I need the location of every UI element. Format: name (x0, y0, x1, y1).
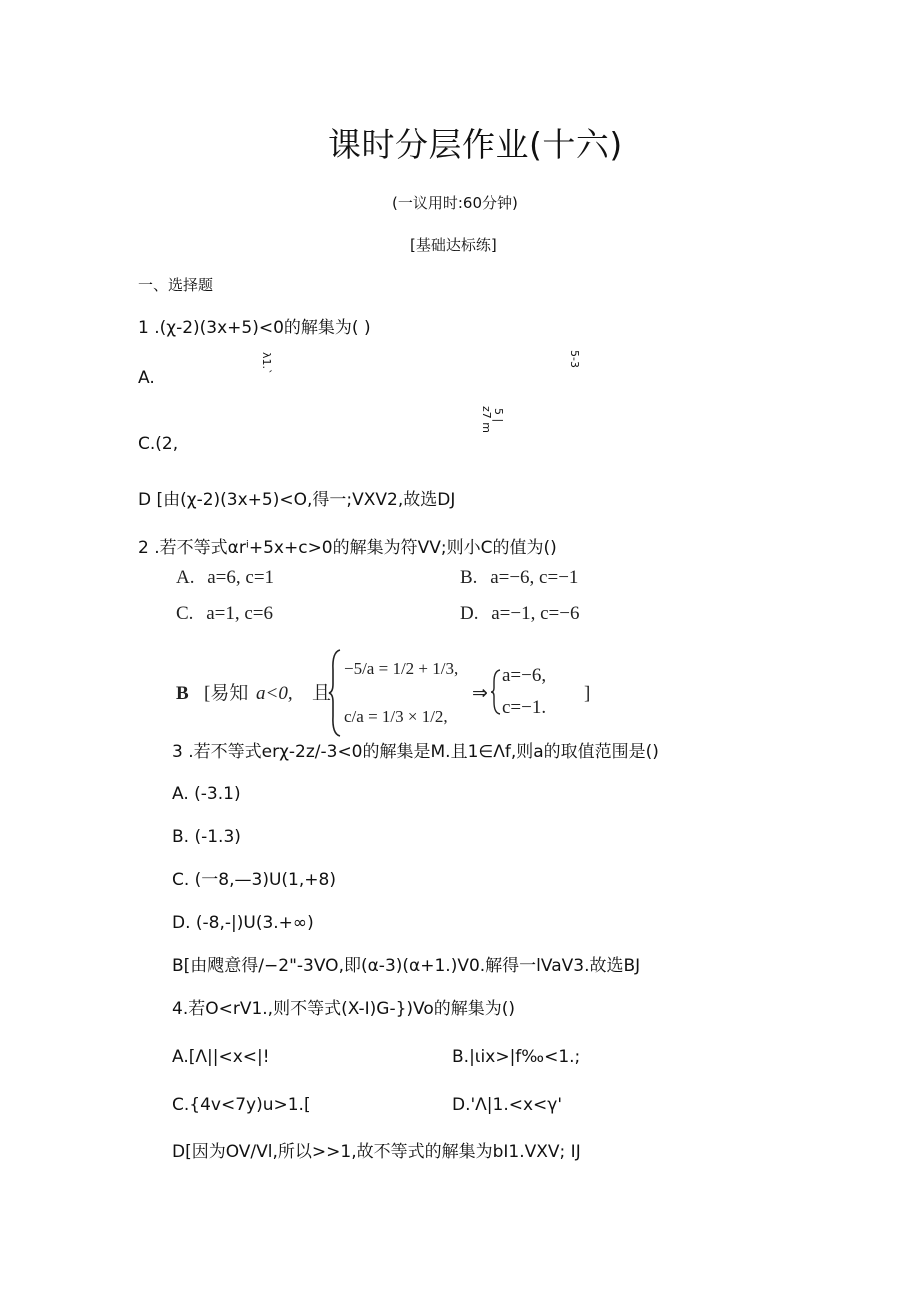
time-note: (一议用时:60分钟) (392, 194, 518, 212)
q2-stem: 2 .若不等式αrⁱ+5x+c>0的解集为符VV;则小C的值为() (138, 538, 557, 558)
q1-fragment-2: 5-3 (568, 350, 581, 368)
q2-option-d-value: a=−1, c=−6 (491, 603, 580, 624)
q1-fragment-3: 5 | (492, 408, 505, 423)
q2-right-brace (490, 668, 502, 716)
q3-stem: 3 .若不等式erχ-2z/-3<0的解集是M.且1∈Λf,则a的取值范围是() (172, 742, 659, 762)
q2-answer-cond: a<0, (256, 683, 293, 704)
section-label: [基础达标练] (410, 236, 497, 254)
q2-result-2: c=−1. (502, 697, 547, 718)
q2-close-bracket: ] (584, 683, 591, 704)
q4-option-d: D.'Λ|1.<x<γ' (452, 1095, 563, 1115)
q3-option-c: C. (一8,—3)U(1,+8) (172, 870, 336, 890)
q2-option-c-value: a=1, c=6 (206, 603, 273, 624)
q2-option-b-label: B. (460, 567, 478, 588)
q3-answer: B[由飕意得/−2"-3VO,即(α-3)(α+1.)V0.解得一lVaV3.故选BJ (172, 956, 641, 976)
q2-option-c (176, 604, 273, 623)
q2-implies: ⇒ (472, 683, 488, 704)
q2-option-c-label: C. (176, 603, 194, 624)
q3-option-a: A. (-3.1) (172, 784, 241, 804)
q2-option-a-value: a=6, c=1 (207, 567, 275, 588)
q2-left-brace-path (329, 650, 340, 736)
q1-option-c: C.(2, (138, 434, 179, 454)
q2-option-a (176, 568, 274, 587)
q2-option-a-label: A. (176, 567, 195, 588)
q4-option-c: C.{4v<7y)u>1.[ (172, 1095, 311, 1115)
q2-answer-prefix: [易知 (204, 683, 249, 704)
q2-right-brace-path (491, 670, 500, 714)
q2-option-d (460, 604, 579, 623)
q2-system-eq1: −5/a = 1/2 + 1/3, (344, 659, 459, 678)
q2-answer-and: 且 (312, 683, 332, 704)
q2-option-d-label: D. (460, 603, 479, 624)
q3-option-d: D. (-8,-|)U(3.+∞) (172, 913, 314, 933)
q4-option-b: B.|ιix>|f‰<1.; (452, 1047, 581, 1067)
q2-system-eq2: c/a = 1/3 × 1/2, (344, 707, 448, 726)
q2-result-1: a=−6, (502, 665, 547, 686)
q2-option-b-value: a=−6, c=−1 (490, 567, 579, 588)
q2-left-brace (328, 648, 342, 738)
q2-answer-label: B (176, 683, 189, 704)
q1-stem: 1 .(χ-2)(3x+5)<0的解集为( ) (138, 318, 371, 338)
page-title: 课时分层作业(十六) (328, 125, 623, 164)
q3-option-b: B. (-1.3) (172, 827, 241, 847)
q1-fragment-1: λ1.` (260, 352, 273, 375)
q2-option-b (460, 568, 578, 587)
section-heading: 一、选择题 (138, 276, 214, 294)
q1-answer: D [由(χ-2)(3x+5)<O,得一;VXV2,故选DJ (138, 490, 456, 510)
q1-option-a: A. (138, 368, 155, 388)
q1-fragment-4: z7 m (480, 406, 493, 433)
q4-answer: D[因为OV/Vl,所以>>1,故不等式的解集为bI1.VXV; IJ (172, 1142, 581, 1162)
q4-stem: 4.若O<rV1.,则不等式(X-I)G-})Vo的解集为() (172, 999, 516, 1019)
q4-option-a: A.[Λ||<x<|! (172, 1047, 270, 1067)
